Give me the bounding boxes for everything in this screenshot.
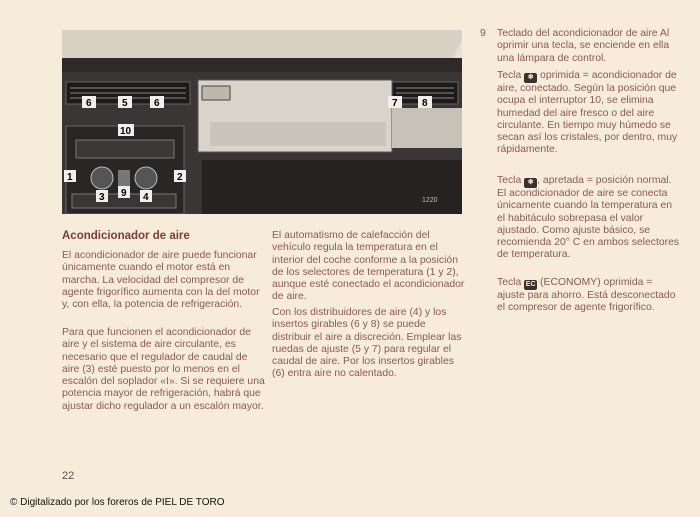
figure-ref-code: 1220 — [422, 197, 438, 204]
ac-key-icon: ❄ — [524, 73, 537, 83]
callout-7: 7 — [392, 98, 398, 109]
col1-paragraph-2: Para que funcionen el acondicionador de aire y el sistema de aire circulante, es necesario que el regulador de caudal de aire (3) esté puesto por lo menos en el escalón del soplador «I». Si se requiere una potencia mayor de refrigeración, habrá que ajustar dicho regulador a un escalón mayor. — [62, 327, 265, 412]
callout-5: 5 — [122, 98, 128, 109]
item9-key2-paragraph — [497, 175, 682, 262]
page-number: 22 — [62, 470, 75, 482]
dashboard-drawing — [62, 30, 462, 214]
callout-9: 9 — [121, 188, 127, 199]
callout-6b: 6 — [154, 98, 160, 109]
item9-key1-paragraph — [497, 70, 682, 157]
callout-10: 10 — [120, 126, 132, 137]
key3-prefix: Tecla — [497, 277, 522, 288]
callout-4: 4 — [143, 192, 149, 203]
callout-6a: 6 — [86, 98, 92, 109]
callout-8: 8 — [422, 98, 428, 109]
col2-paragraph-2: Con los distribuidores de aire (4) y los insertos girables (6 y 8) se puede distribuir el aire a discreción. Emplear las ruedas de ajuste (5 y 7) para regular el caudal de aire. Por los insertos girables (6) entra aire no calentado. — [272, 307, 462, 380]
key2-prefix: Tecla — [497, 175, 522, 186]
key3-text: (ECONOMY) oprimida = ajuste para ahorro. Está desconectado el compresor de agente frigorífico. — [497, 277, 676, 314]
callout-1: 1 — [67, 172, 73, 183]
key1-text: oprimida = acondicionador de aire, conectado. Según la posición que ocupa el interruptor 10, se elimina humedad del aire fresco o del aire circulante. En tiempo muy húmedo se secan así los cristales, por dentro, muy rápidamente. — [497, 70, 678, 156]
key2-text: , apretada = posición normal. El acondicionador de aire se conecta únicamente cuando la temperatura en el habitáculo sobrepasa el valor ajustado. Como ajuste básico, se recomienda 20° C en ambos selectores de temperatura. — [497, 175, 680, 261]
scan-credit: © Digitalizado por los foreros de PIEL DE TORO — [10, 497, 225, 508]
callout-3: 3 — [99, 192, 105, 203]
key1-prefix: Tecla — [497, 70, 522, 81]
item9-title: Teclado del acondicionador de aire Al oprimir una tecla, se enciende en ella una lámpara de control. — [497, 28, 670, 64]
callout-2: 2 — [177, 172, 183, 183]
item-number: 9 — [480, 28, 486, 39]
col1-paragraph-1: El acondicionador de aire puede funcionar únicamente cuando el motor está en marcha. La velocidad del compresor de agente frigorífico aumenta con la del motor y, con ella, la potencia de refrigeración. — [62, 250, 260, 311]
snowflake-key-icon: ❄ — [524, 178, 537, 188]
col2-paragraph-1: El automatismo de calefacción del vehículo regula la temperatura en el interior del coche conforme a la posición de los selectores de temperatura (1 y 2), aunque esté conectado el acondicionador de aire. — [272, 230, 465, 303]
dashboard-illustration — [62, 30, 462, 214]
economy-key-icon: EC — [525, 281, 536, 288]
item9-key3-paragraph — [497, 277, 682, 315]
section-heading: Acondicionador de aire — [62, 230, 190, 242]
